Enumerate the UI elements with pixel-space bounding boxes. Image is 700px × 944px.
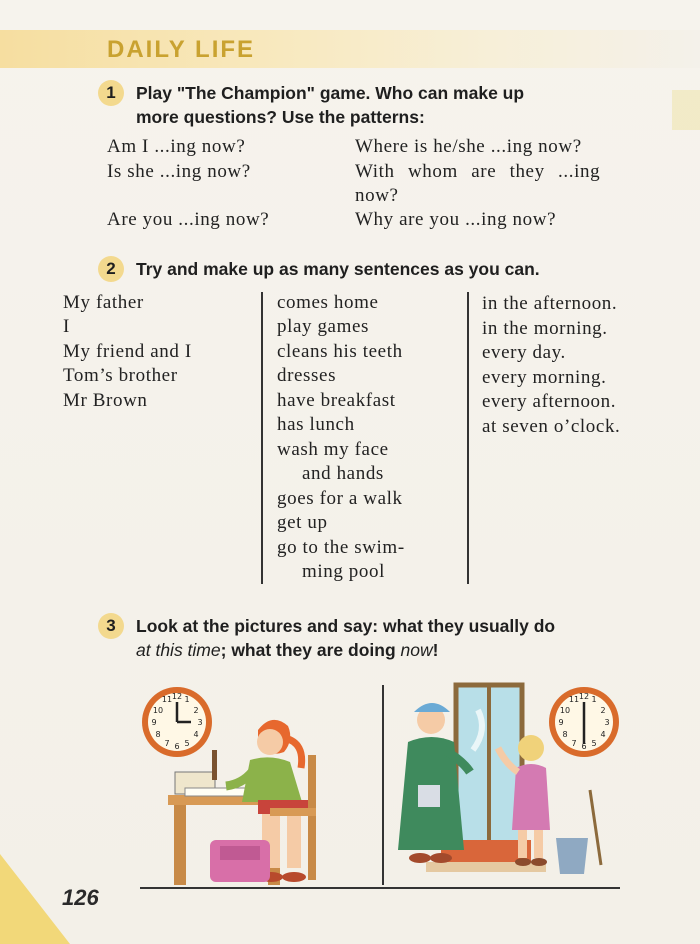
time-3: every day.	[482, 342, 566, 363]
verb-3: cleans his teeth	[277, 341, 403, 362]
clock-left-num: 12	[171, 692, 183, 701]
column-divider-right	[467, 292, 469, 584]
clock-right-num: 8	[562, 730, 568, 739]
window-washing-illustration	[386, 680, 634, 887]
task-number-2: 2	[98, 256, 124, 282]
footer-rule	[140, 887, 620, 889]
verb-1: comes home	[277, 292, 379, 313]
clock-right-num: 12	[578, 692, 590, 701]
clock-left-num: 8	[155, 730, 161, 739]
subject-3: My friend and I	[63, 341, 192, 362]
task3-bold-phrase: ; what they are doing	[220, 640, 401, 660]
pattern-left-1: Am I ...ing now?	[107, 136, 246, 157]
pattern-right-1: Where is he/she ...ing now?	[355, 136, 582, 157]
verb-6: has lunch	[277, 414, 355, 435]
task3-exclaim: !	[432, 640, 439, 660]
column-divider-left	[261, 292, 263, 584]
task1-instruction-line1: Play "The Champion" game. Who can make up	[136, 83, 525, 103]
wall-clock-left	[142, 687, 212, 757]
pattern-right-2: With whom are they ...ing	[355, 161, 601, 182]
clock-left-num: 2	[193, 706, 199, 715]
task3-instruction-line2	[136, 638, 438, 662]
clock-right-num: 9	[558, 718, 564, 727]
verb-7: wash my face	[277, 439, 389, 460]
header-band	[0, 30, 700, 68]
clock-right-num: 10	[559, 706, 571, 715]
verb-4: dresses	[277, 365, 337, 386]
task1-instruction-line2: more questions? Use the patterns:	[136, 107, 425, 127]
picture-divider	[382, 685, 384, 885]
clock-left-num: 5	[184, 739, 190, 748]
verb-5: have breakfast	[277, 390, 396, 411]
pattern-left-3: Are you ...ing now?	[107, 209, 270, 230]
time-2: in the morning.	[482, 318, 608, 339]
section-title: DAILY LIFE	[107, 36, 256, 63]
clock-left-num: 3	[197, 718, 203, 727]
clock-left-num: 4	[193, 730, 199, 739]
corner-decoration	[672, 90, 700, 130]
task-number-3: 3	[98, 613, 124, 639]
verb-10-cont: ming pool	[302, 561, 385, 582]
clock-right-num: 3	[604, 718, 610, 727]
clock-right-num: 5	[591, 739, 597, 748]
verb-8: goes for a walk	[277, 488, 403, 509]
clock-left-num: 1	[184, 695, 190, 704]
pattern-right-3: now?	[355, 185, 399, 206]
corner-decoration-bottom	[0, 854, 70, 944]
wall-clock-right	[549, 687, 619, 757]
clock-left-num: 11	[161, 695, 173, 704]
task2-instruction: Try and make up as many sentences as you can.	[136, 259, 540, 279]
subject-2: I	[63, 316, 70, 337]
time-5: every afternoon.	[482, 391, 617, 412]
clock-right-num: 6	[581, 742, 587, 751]
clock-right-num: 2	[600, 706, 606, 715]
time-6: at seven o’clock.	[482, 416, 621, 437]
clock-left-num: 7	[164, 739, 170, 748]
task3-italic-phrase: at this time	[136, 640, 221, 660]
girl-writing-illustration	[140, 680, 378, 887]
clock-right-num: 4	[600, 730, 606, 739]
page-number: 126	[62, 885, 99, 910]
subject-5: Mr Brown	[63, 390, 148, 411]
pattern-right-4: Why are you ...ing now?	[355, 209, 557, 230]
pattern-left-2: Is she ...ing now?	[107, 161, 251, 182]
time-4: every morning.	[482, 367, 607, 388]
clock-right-num: 1	[591, 695, 597, 704]
subject-4: Tom’s brother	[63, 365, 178, 386]
verb-10: go to the swim-	[277, 537, 405, 558]
verb-7-cont: and hands	[302, 463, 384, 484]
clock-right-num: 11	[568, 695, 580, 704]
verb-2: play games	[277, 316, 370, 337]
task3-instruction-line1: Look at the pictures and say: what they usually do	[136, 616, 556, 636]
clock-right-num: 7	[571, 739, 577, 748]
task-number-1: 1	[98, 80, 124, 106]
verb-9: get up	[277, 512, 328, 533]
clock-left-num: 9	[151, 718, 157, 727]
time-1: in the afternoon.	[482, 293, 618, 314]
clock-left-num: 10	[152, 706, 164, 715]
clock-left-num: 6	[174, 742, 180, 751]
subject-1: My father	[63, 292, 144, 313]
task3-italic-now: now	[400, 640, 433, 660]
